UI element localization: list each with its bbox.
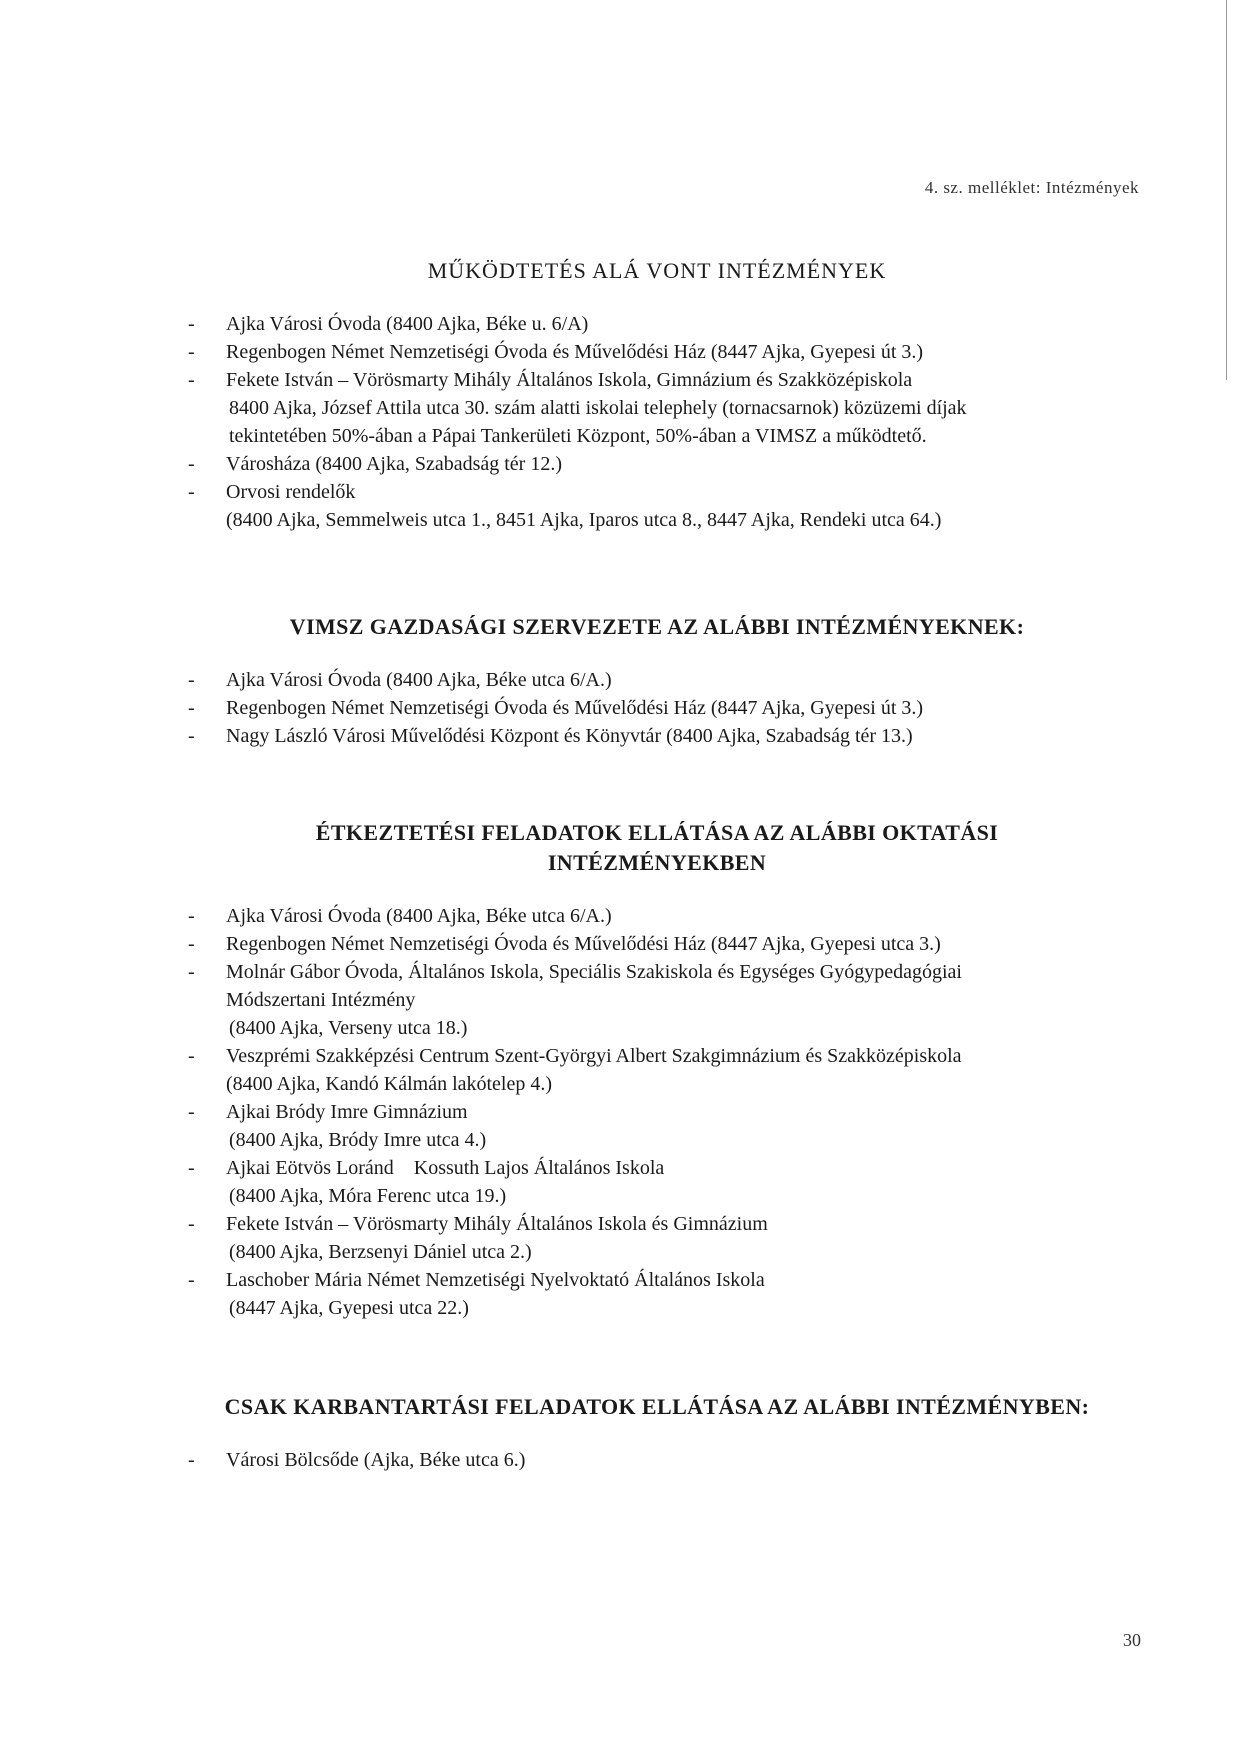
list-item: - Ajka Városi Óvoda (8400 Ajka, Béke utca 6/A.): [188, 905, 612, 927]
list-item: - Nagy László Városi Művelődési Központ és Könyvtár (8400 Ajka, Szabadság tér 13.): [188, 725, 913, 747]
institution-list: [172, 902, 1142, 1322]
section-title: MŰKÖDTETÉS ALÁ VONT INTÉZMÉNYEK: [427, 258, 887, 283]
annex-label: 4. sz. melléklet: Intézmények: [924, 178, 1139, 197]
institution-list: [172, 310, 1142, 534]
list-item: - Városi Bölcsőde (Ajka, Béke utca 6.): [188, 1449, 526, 1471]
list-item: - Ajkai Bródy Imre Gimnázium (8400 Ajka, Bródy Imre utca 4.): [188, 1101, 487, 1151]
section-vimsz-economic-org: [172, 612, 1142, 750]
section-maintenance-tasks: [172, 1392, 1142, 1474]
list-item: - Fekete István – Vörösmarty Mihály Általános Iskola és Gimnázium (8400 Ajka, Berzsenyi Dániel utca 2.): [188, 1213, 768, 1263]
list-item: - Molnár Gábor Óvoda, Általános Iskola, Speciális Szakiskola és Egységes Gyógypedagógiai Módszertani Intézmény (8400 Ajka, Verseny utca 18.): [188, 961, 962, 1039]
institution-list: [172, 666, 1142, 750]
scan-margin-line: [1226, 0, 1227, 380]
section-title: VIMSZ GAZDASÁGI SZERVEZETE AZ ALÁBBI INTÉZMÉNYEKNEK:: [289, 614, 1025, 639]
page-number: 30: [1123, 1630, 1141, 1650]
list-item: - Ajka Városi Óvoda (8400 Ajka, Béke u. 6/A): [188, 313, 589, 335]
list-item: - Ajkai Eötvös Loránd Kossuth Lajos Általános Iskola (8400 Ajka, Móra Ferenc utca 19.): [188, 1157, 665, 1207]
list-item: - Laschober Mária Német Nemzetiségi Nyelvoktató Általános Iskola (8447 Ajka, Gyepesi utca 22.): [188, 1269, 765, 1319]
list-item: - Regenbogen Német Nemzetiségi Óvoda és Művelődési Ház (8447 Ajka, Gyepesi út 3.): [188, 697, 924, 719]
list-item: - Veszprémi Szakképzési Centrum Szent-Györgyi Albert Szakgimnázium és Szakközépiskola (8400 Ajka, Kandó Kálmán lakótelep 4.): [188, 1045, 962, 1095]
list-item: - Orvosi rendelők (8400 Ajka, Semmelweis utca 1., 8451 Ajka, Iparos utca 8., 8447 Ajka, Rendeki utca 64.): [188, 481, 942, 531]
section-title: ÉTKEZTETÉSI FELADATOK ELLÁTÁSA AZ ALÁBBI OKTATÁSI INTÉZMÉNYEKBEN: [315, 820, 999, 875]
section-catering-tasks: [172, 818, 1142, 1322]
section-title: CSAK KARBANTARTÁSI FELADATOK ELLÁTÁSA AZ ALÁBBI INTÉZMÉNYBEN:: [224, 1394, 1090, 1419]
list-item: - Városháza (8400 Ajka, Szabadság tér 12.): [188, 453, 562, 475]
list-item: - Fekete István – Vörösmarty Mihály Általános Iskola, Gimnázium és Szakközépiskola 8400 Ajka, József Attila utca 30. szám alatti iskolai telephely (tornacsarnok) közüzemi díjak tekintetében 50%-ában a Pápai Tankerületi Központ, 50%-ában a VIMSZ a működtető.: [188, 369, 967, 447]
list-item: - Regenbogen Német Nemzetiségi Óvoda és Művelődési Ház (8447 Ajka, Gyepesi út 3.): [188, 341, 924, 363]
list-item: - Regenbogen Német Nemzetiségi Óvoda és Művelődési Ház (8447 Ajka, Gyepesi utca 3.): [188, 933, 941, 955]
section-operated-institutions: [172, 256, 1142, 534]
list-item: - Ajka Városi Óvoda (8400 Ajka, Béke utca 6/A.): [188, 669, 612, 691]
institution-list: [172, 1446, 1142, 1474]
